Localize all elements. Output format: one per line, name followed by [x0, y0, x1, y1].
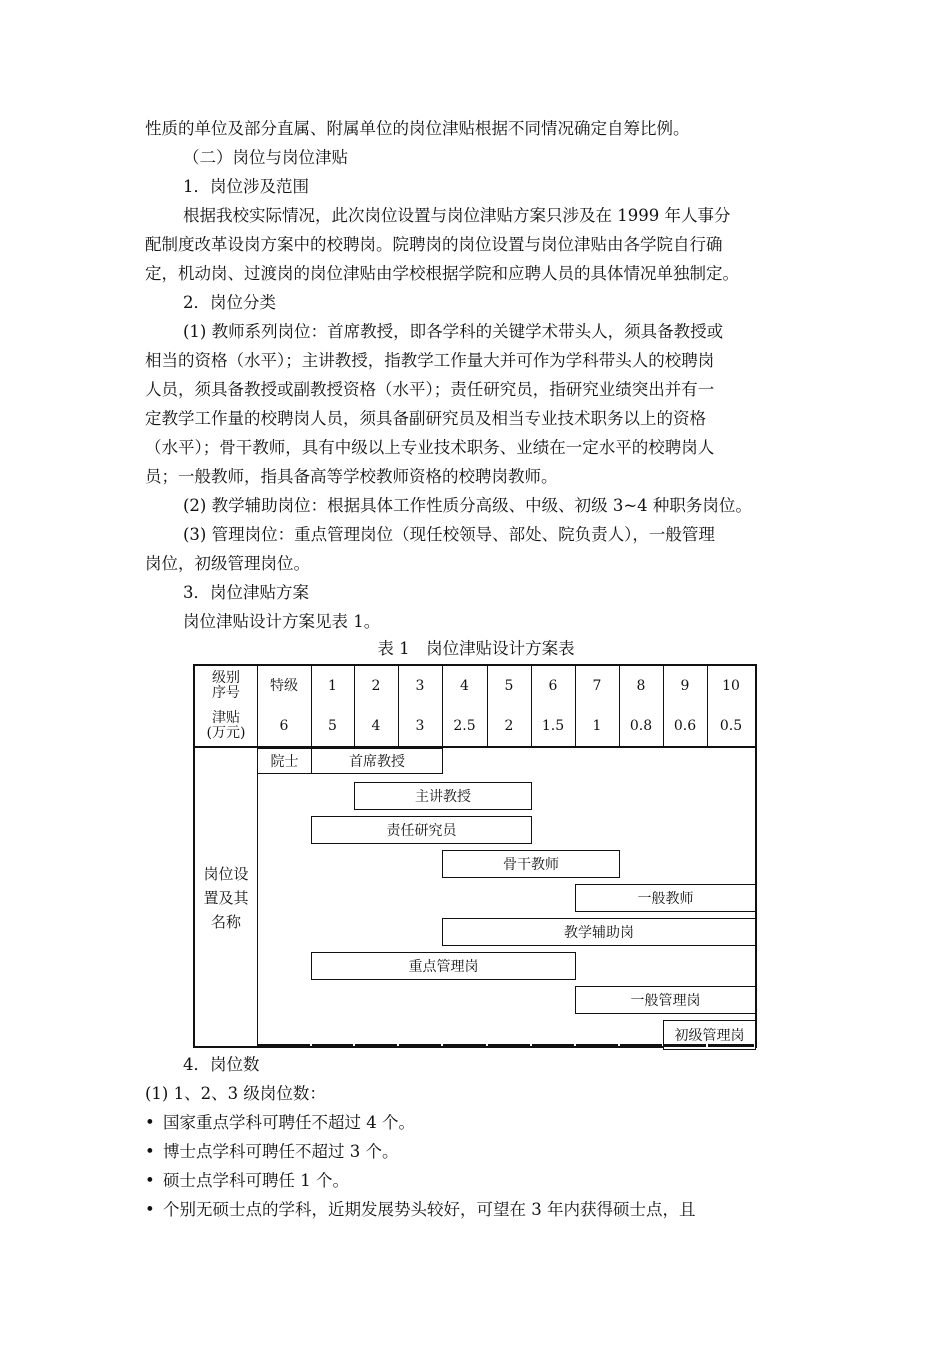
level-cell: 3: [415, 677, 425, 694]
column-tick: [664, 1044, 706, 1047]
column-tick: [576, 1044, 618, 1047]
side-label: [195, 748, 257, 1048]
column-tick: [355, 1044, 397, 1047]
subsection-heading: 1．岗位涉及范围: [183, 177, 309, 196]
column-tick: [399, 1044, 441, 1047]
position-bar: 责任研究员: [311, 816, 532, 844]
allowance-cell: 1: [592, 717, 602, 734]
paragraph: (1) 教师系列岗位：首席教授，即各学科的关键学术带头人，须具备教授或: [183, 322, 724, 341]
allowance-cell: 0.5: [719, 717, 743, 734]
column-tick: [708, 1044, 754, 1047]
column-divider: [575, 666, 576, 746]
column-divider: [442, 666, 443, 746]
paragraph: 根据我校实际情况，此次岗位设置与岗位津贴方案只涉及在 1999 年人事分: [183, 206, 731, 225]
sequence-label: 序号: [212, 685, 240, 701]
bullet-dot-icon: •: [145, 1200, 155, 1219]
paragraph: 定教学工作量的校聘岗人员，须具备副研究员及相当专业技术职务以上的资格: [145, 409, 706, 428]
column-divider: [531, 666, 532, 746]
column-divider: [398, 666, 399, 746]
level-cell: 4: [460, 677, 469, 694]
document-body: [145, 114, 807, 1219]
column-tick: [532, 1044, 574, 1047]
level-cell: 5: [504, 677, 514, 694]
allowance-cell: 0.8: [629, 717, 653, 734]
level-cell: 1: [328, 677, 337, 694]
position-bar: 一般教师: [575, 884, 756, 912]
column-tick: [488, 1044, 530, 1047]
allowance-cell: 4: [371, 717, 381, 734]
allowance-cell: 3: [415, 717, 425, 734]
paragraph: （水平）；骨干教师，具有中级以上专业技术职务、业绩在一定水平的校聘岗人: [145, 438, 715, 457]
bullet-text: 硕士点学科可聘任 1 个。: [163, 1171, 349, 1190]
level-cell: 特级: [270, 677, 298, 694]
paragraph: (1) 1、2、3 级岗位数：: [145, 1084, 326, 1103]
bullet-item: [145, 1166, 807, 1195]
side-label-line: 置及其: [203, 889, 249, 907]
level-cell: 7: [592, 677, 602, 694]
side-label-line: 岗位设: [203, 865, 249, 883]
column-divider: [663, 666, 664, 746]
paragraph: 相当的资格（水平）；主讲教授，指教学工作量大并可作为学科带头人的校聘岗: [145, 351, 715, 370]
allowance-header-cell: [195, 706, 257, 746]
level-cell: 9: [680, 677, 690, 694]
position-bar: 首席教授: [311, 748, 443, 774]
allowance-cell: 2.5: [453, 717, 476, 734]
bullet-dot-icon: •: [145, 1171, 155, 1190]
level-cell: 2: [371, 677, 381, 694]
level-cell: 6: [548, 677, 558, 694]
bullet-item: [145, 1137, 807, 1166]
position-bar: 初级管理岗: [663, 1020, 756, 1050]
bullet-text: 个别无硕士点的学科，近期发展势头较好，可望在 3 年内获得硕士点，且: [163, 1200, 696, 1219]
column-tick: [443, 1044, 486, 1047]
position-bar: 教学辅助岗: [442, 918, 756, 946]
bullet-text: 博士点学科可聘任不超过 3 个。: [163, 1142, 399, 1161]
subsection-heading: 3．岗位津贴方案: [183, 583, 309, 602]
bullet-dot-icon: •: [145, 1142, 155, 1161]
column-tick: [620, 1044, 662, 1047]
allowance-cell: 2: [504, 717, 514, 734]
paragraph: 性质的单位及部分直属、附属单位的岗位津贴根据不同情况确定自筹比例。: [145, 119, 690, 138]
level-cell: 8: [636, 677, 646, 694]
column-divider: [487, 666, 488, 746]
position-bar: 院士: [257, 748, 312, 774]
paragraph: 岗位，初级管理岗位。: [145, 554, 310, 573]
section-heading: （二）岗位与岗位津贴: [183, 148, 348, 167]
allowance-table: [193, 664, 757, 1048]
bullet-dot-icon: •: [145, 1113, 155, 1132]
paragraph: 配制度改革设岗方案中的校聘岗。院聘岗的岗位设置与岗位津贴由各学院自行确: [145, 235, 723, 254]
table-caption: 表 1 岗位津贴设计方案表: [377, 639, 575, 658]
paragraph: 员；一般教师，指具备高等学校教师资格的校聘岗教师。: [145, 467, 558, 486]
column-divider: [619, 666, 620, 746]
subsection-heading: 2．岗位分类: [183, 293, 276, 312]
after-table: [145, 1050, 807, 1224]
column-divider: [311, 666, 312, 746]
column-divider: [354, 666, 355, 746]
allowance-cell: 1.5: [541, 717, 565, 734]
bullet-item: [145, 1108, 807, 1137]
position-bar: 主讲教授: [354, 782, 532, 810]
unit-label: (万元): [206, 725, 246, 741]
level-label: 级别: [212, 670, 240, 686]
position-bar: 一般管理岗: [575, 986, 756, 1014]
bullet-item: [145, 1195, 807, 1224]
allowance-cell: 6: [279, 717, 289, 734]
label-column-divider: [257, 666, 258, 1046]
subsection-heading: 4．岗位数: [183, 1055, 260, 1074]
allowance-cell: 0.6: [673, 717, 697, 734]
allowance-label: 津贴: [212, 710, 240, 726]
paragraph: (2) 教学辅助岗位：根据具体工作性质分高级、中级、初级 3~4 种职务岗位。: [183, 496, 752, 515]
paragraph: 定，机动岗、过渡岗的岗位津贴由学校根据学院和应聘人员的具体情况单独制定。: [145, 264, 739, 283]
position-bar: 骨干教师: [442, 850, 620, 878]
allowance-cell: 5: [328, 717, 337, 734]
paragraph: (3) 管理岗位：重点管理岗位（现任校领导、部处、院负责人），一般管理: [183, 525, 715, 544]
bullet-text: 国家重点学科可聘任不超过 4 个。: [163, 1113, 415, 1132]
level-header-cell: [195, 666, 257, 706]
level-cell: 10: [722, 677, 740, 694]
column-divider: [707, 666, 708, 746]
position-bar: 重点管理岗: [311, 952, 576, 980]
paragraph: 岗位津贴设计方案见表 1。: [183, 612, 381, 631]
side-label-line: 名称: [210, 913, 241, 931]
paragraph: 人员，须具备教授或副教授资格（水平）；责任研究员，指研究业绩突出并有一: [145, 380, 715, 399]
column-tick: [258, 1044, 310, 1047]
column-tick: [312, 1044, 353, 1047]
